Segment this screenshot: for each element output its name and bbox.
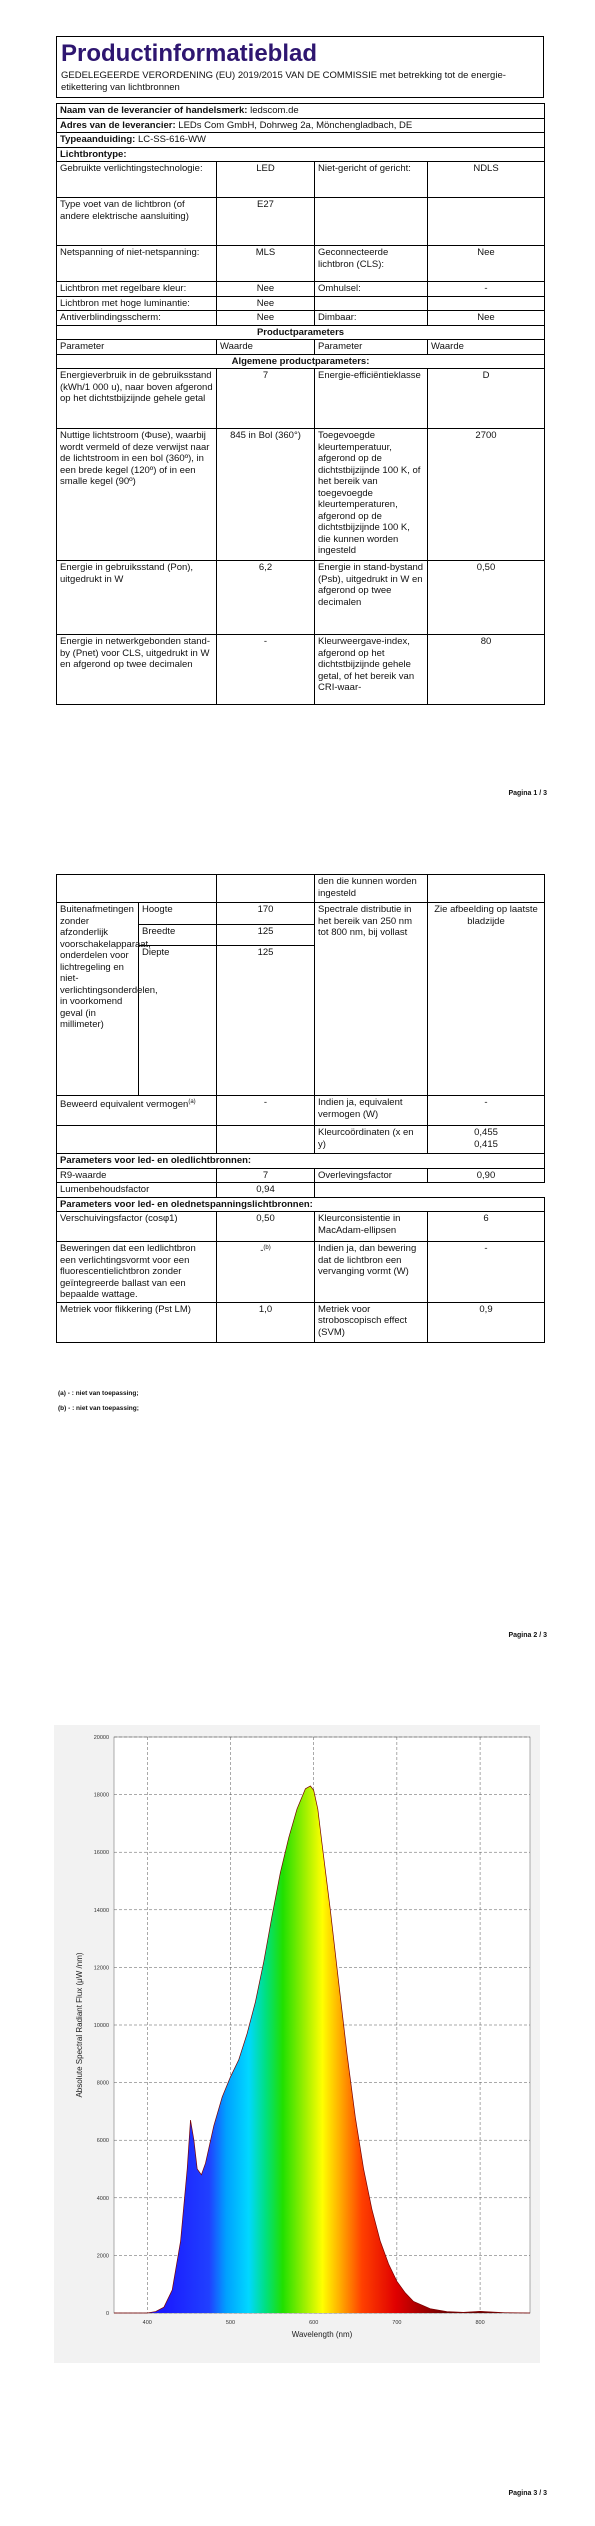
param-value: 0,50 <box>428 561 545 635</box>
y-tick-label: 6000 <box>96 2138 109 2145</box>
page-footer: Pagina 1 / 3 <box>508 790 547 797</box>
column-header: Parameter <box>315 340 428 355</box>
param-row <box>57 635 545 705</box>
page-footer: Pagina 3 / 3 <box>508 2490 547 2497</box>
dims-row <box>57 903 545 925</box>
type-value: LED <box>217 162 315 198</box>
param-label: Nuttige lichtstroom (Φuse), waarbij wordt vermeld of deze verwijst naar de lichtstroom in een bol (360º), in een brede kegel (120º) of in een smalle kegel (90º) <box>57 429 217 561</box>
param-value: 6,2 <box>217 561 315 635</box>
dim-value: 170 <box>217 903 315 925</box>
supplier-label: Naam van de leverancier of handelsmerk: <box>60 105 248 116</box>
document-subtitle: GEDELEGEERDE VERORDENING (EU) 2019/2015 VAN DE COMMISSIE met betrekking tot de energie-etikettering van lichtbronnen <box>61 70 506 93</box>
column-header-row <box>57 340 545 355</box>
type-label <box>315 296 428 311</box>
param-label: Energie in gebruiksstand (Pon), uitgedrukt in W <box>57 561 217 635</box>
type-value: MLS <box>217 246 315 282</box>
model-label: Typeaanduiding: <box>60 134 136 145</box>
x-tick-label: 400 <box>142 2320 152 2326</box>
param-value: 0,455 0,415 <box>428 1126 545 1154</box>
mains-section-title: Parameters voor led- en olednetspanningslichtbronnen: <box>57 1197 545 1212</box>
param-value: - <box>217 1096 315 1126</box>
param-value: 1,0 <box>217 1302 315 1342</box>
type-value: Nee <box>428 246 545 282</box>
dim-value: 125 <box>217 924 315 946</box>
type-label: Dimbaar: <box>315 311 428 326</box>
param-label: Kleurcoördinaten (x en y) <box>315 1126 428 1154</box>
type-row <box>57 198 545 246</box>
type-label: Gebruikte verlichtingstechnologie: <box>57 162 217 198</box>
type-label: Antiverblindingsscherm: <box>57 311 217 326</box>
type-value: Nee <box>217 311 315 326</box>
address-row <box>57 118 545 133</box>
param-value: 0,94 <box>217 1183 315 1198</box>
type-value: E27 <box>217 198 315 246</box>
type-value: Nee <box>217 282 315 297</box>
supplier-row <box>57 104 545 119</box>
dim-value: 125 <box>217 946 315 1096</box>
param-label: Lumenbehoudsfactor <box>57 1183 217 1198</box>
info-table <box>56 103 545 705</box>
document-title: Productinformatieblad <box>61 40 318 67</box>
type-value: Nee <box>217 296 315 311</box>
type-value <box>428 198 545 246</box>
param-value: 0,90 <box>428 1168 545 1183</box>
type-label: Netspanning of niet-netspanning: <box>57 246 217 282</box>
param-row <box>57 1242 545 1303</box>
param-value: 2700 <box>428 429 545 561</box>
type-row <box>57 296 545 311</box>
param-label: Kleurconsistentie in MacAdam-ellipsen <box>315 1212 428 1242</box>
param-value: 6 <box>428 1212 545 1242</box>
y-tick-label: 10000 <box>93 2023 109 2029</box>
footnote-a: (a) - : niet van toepassing; <box>58 1390 139 1397</box>
type-header-row <box>57 147 545 162</box>
param-label: Spectrale distributie in het bereik van 250 nm tot 800 nm, bij vollast <box>315 903 428 1096</box>
x-tick-label: 800 <box>475 2320 485 2326</box>
param-value: Zie afbeelding op laatste bladzijde <box>428 903 545 1096</box>
param-value: - <box>428 1096 545 1126</box>
param-row <box>57 1096 545 1126</box>
param-label: Energie in stand-bystand (Psb), uitgedrukt in W en afgerond op twee decimalen <box>315 561 428 635</box>
supplier-value: ledscom.de <box>250 105 299 116</box>
product-params-header <box>57 325 545 340</box>
dim-name: Diepte <box>139 946 217 1096</box>
section-header-row <box>57 1154 545 1169</box>
x-tick-label: 600 <box>309 2320 319 2326</box>
type-row <box>57 311 545 326</box>
model-row <box>57 133 545 148</box>
param-label: Indien ja, equivalent vermogen (W) <box>315 1096 428 1126</box>
param-label: Metriek voor stroboscopisch effect (SVM) <box>315 1302 428 1342</box>
x-axis-label: Wavelength (nm) <box>291 2330 353 2339</box>
type-row <box>57 162 545 198</box>
param-row <box>57 561 545 635</box>
x-tick-label: 500 <box>225 2320 236 2326</box>
column-header: Waarde <box>217 340 315 355</box>
type-label: Lichtbron met hoge luminantie: <box>57 296 217 311</box>
model-value: LC-SS-616-WW <box>137 134 207 145</box>
param-label: Verschuivingsfactor (cosφ1) <box>57 1212 217 1242</box>
param-row <box>57 1183 545 1198</box>
type-label: Niet-gericht of gericht: <box>315 162 428 198</box>
address-label: Adres van de leverancier: <box>60 119 176 131</box>
page-footer: Pagina 2 / 3 <box>508 1632 547 1639</box>
type-label: Omhulsel: <box>315 282 428 297</box>
param-label: Energie-efficiëntieklasse <box>315 369 428 429</box>
param-row <box>57 429 545 561</box>
title-box <box>56 36 544 98</box>
param-value: 0,50 <box>217 1212 315 1242</box>
param-value: D <box>428 369 545 429</box>
param-value: 80 <box>428 635 545 705</box>
y-tick-label: 2000 <box>96 2253 109 2260</box>
y-tick-label: 16000 <box>93 1850 109 1857</box>
param-row <box>57 1168 545 1183</box>
param-value: - <box>428 1242 545 1303</box>
type-value: - <box>428 282 545 297</box>
param-label: Energieverbruik in de gebruiksstand (kWh/1 000 u), naar boven afgerond op het dichtstbijzijnde gehele getal <box>57 369 217 429</box>
general-params-title: Algemene productparameters: <box>57 354 545 369</box>
param-row <box>57 369 545 429</box>
param-label: den die kunnen worden ingesteld <box>315 875 428 903</box>
type-label <box>315 198 428 246</box>
page-2 <box>0 860 595 1660</box>
type-row <box>57 282 545 297</box>
param-table-continued <box>56 874 545 1343</box>
param-value: - <box>217 635 315 705</box>
param-label: Kleurweergave-index, afgerond op het dichtstbijzijnde gehele getal, of het bereik van CRI-waar- <box>315 635 428 705</box>
param-label: Beweringen dat een ledlichtbron een verlichtingsvormt voor een fluorescentielichtbron zonder geïntegreerde ballast van een bepaalde wattage. <box>57 1242 217 1303</box>
param-row <box>57 1126 545 1154</box>
page-1 <box>0 0 595 800</box>
column-header: Waarde <box>428 340 545 355</box>
type-value <box>428 296 545 311</box>
y-tick-label: 20000 <box>93 1735 109 1741</box>
led-section-title: Parameters voor led- en oledlichtbronnen: <box>57 1154 545 1169</box>
type-label: Lichtbron met regelbare kleur: <box>57 282 217 297</box>
y-axis-label: Absolute Spectral Radiant Flux (μW /nm) <box>75 1952 84 2098</box>
x-tick-label: 700 <box>392 2320 402 2326</box>
param-row <box>57 875 545 903</box>
y-tick-label: 4000 <box>96 2195 109 2202</box>
y-tick-label: 0 <box>105 2311 109 2317</box>
y-tick-label: 14000 <box>93 1907 109 1914</box>
param-label: Indien ja, dan bewering dat de lichtbron een vervanging vormt (W) <box>315 1242 428 1303</box>
type-header: Lichtbrontype: <box>57 147 545 162</box>
param-label: R9-waarde <box>57 1168 217 1183</box>
param-label: Metriek voor flikkering (Pst LM) <box>57 1302 217 1342</box>
footnote-b: (b) - : niet van toepassing; <box>58 1405 139 1412</box>
param-label: Overlevingsfactor <box>315 1168 428 1183</box>
type-row <box>57 246 545 282</box>
type-value: NDLS <box>428 162 545 198</box>
type-label: Geconnecteerde lichtbron (CLS): <box>315 246 428 282</box>
spectrum-chart <box>54 1725 540 2363</box>
dim-name: Hoogte <box>139 903 217 925</box>
dims-label: Buitenafmetingen zonder afzonderlijk voorschakelapparaat, onderdelen voor lichtregeling en niet-verlichtingsonderdelen, in voorkomend geval (in millimeter) <box>57 903 139 1096</box>
dim-name: Breedte <box>139 924 217 946</box>
param-value: 845 in Bol (360°) <box>217 429 315 561</box>
column-header: Parameter <box>57 340 217 355</box>
param-value: -$^{(b)}$ <box>217 1242 315 1303</box>
param-row <box>57 1212 545 1242</box>
product-params-title: Productparameters <box>57 325 545 340</box>
section-header-row <box>57 1197 545 1212</box>
y-tick-label: 8000 <box>96 2080 109 2087</box>
type-label: Type voet van de lichtbron (of andere elektrische aansluiting) <box>57 198 217 246</box>
param-label: Beweerd equivalent vermogen$^{(a)}$ <box>57 1096 217 1126</box>
param-value: 0,9 <box>428 1302 545 1342</box>
address-value: LEDs Com GmbH, Dohrweg 2a, Mönchengladbach, DE <box>178 119 413 131</box>
type-value: Nee <box>428 311 545 326</box>
param-row <box>57 1302 545 1342</box>
param-label: Toegevoegde kleurtemperatuur, afgerond op de dichtstbijzijnde 100 K, of het bereik van toegevoegde kleurtemperaturen, afgerond op de dichtstbijzijnde 100 K, die kunnen worden ingesteld <box>315 429 428 561</box>
param-value: 7 <box>217 369 315 429</box>
spectrum-svg <box>54 1725 540 2363</box>
param-label: Energie in netwerkgebonden stand-by (Pnet) voor CLS, uitgedrukt in W en afgerond op twee decimalen <box>57 635 217 705</box>
param-value: 7 <box>217 1168 315 1183</box>
y-tick-label: 12000 <box>93 1965 109 1972</box>
general-params-header <box>57 354 545 369</box>
y-tick-label: 18000 <box>93 1792 109 1799</box>
